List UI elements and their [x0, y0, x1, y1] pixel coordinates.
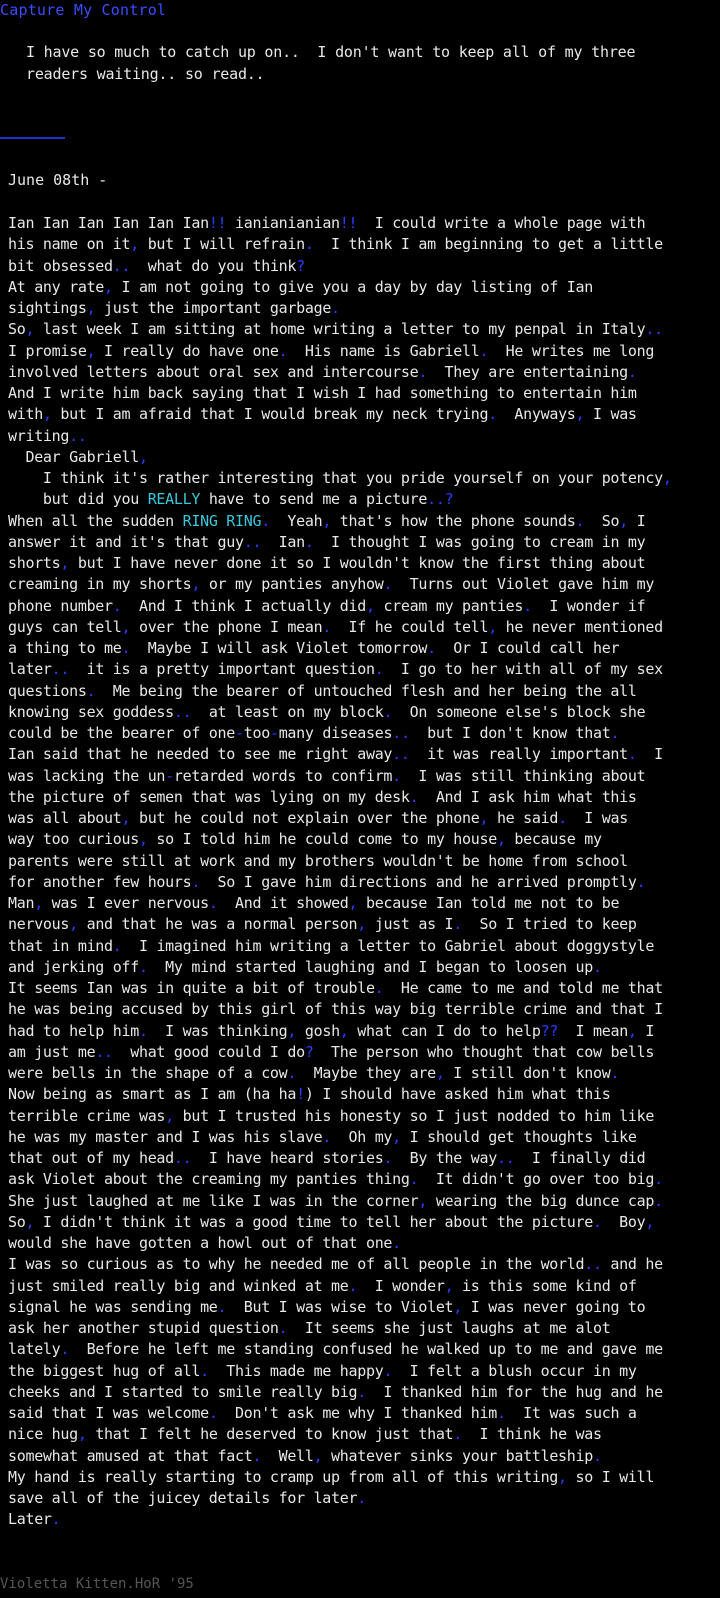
entry-line: bit obsessed.. what do you think? — [8, 256, 305, 275]
entry-line: And I write him back saying that I wish I had something to entertain him — [8, 384, 637, 402]
entry-line: that in mind. I imagined him writing a letter to Gabriel about doggystyle — [8, 936, 655, 955]
entry-line: creaming in my shorts, or my panties anyhow. Turns out Violet gave him my — [8, 575, 655, 594]
entry-line: She just laughed at me like I was in the corner, wearing the big dunce cap. — [8, 1191, 663, 1210]
entry-line: shorts, but I have never done it so I wouldn't know the first thing about — [8, 554, 646, 572]
entry-line: phone number. And I think I actually did, cream my panties. I wonder if — [8, 596, 646, 615]
entry-line: was all about, but he could not explain over the phone, he said. I was — [8, 809, 628, 827]
entry-line: just smiled really big and winked at me. I wonder, is this some kind of — [8, 1276, 637, 1295]
entry-line: It seems Ian was in quite a bit of trouble. He came to me and told me that — [8, 979, 663, 997]
entry-line: a thing to me. Maybe I will ask Violet tomorrow. Or I could call her — [8, 639, 620, 657]
entry-line: ask Violet about the creaming my panties thing. It didn't go over too big. — [8, 1170, 663, 1189]
entry-line: with, but I am afraid that I would break my neck trying. Anyways, I was — [8, 405, 637, 424]
entry-line: save all of the juicey details for later. — [8, 1489, 366, 1507]
entry-line: So, I didn't think it was a good time to tell her about the picture. Boy, — [8, 1212, 655, 1231]
entry-line: Ian said that he needed to see me right away.. it was really important. I — [8, 745, 663, 764]
entry-line: lately. Before he left me standing confused he walked up to me and gave me — [8, 1340, 663, 1359]
entry-line: Later. — [8, 1510, 61, 1529]
entry-line: My hand is really starting to cramp up from all of this writing, so I will — [8, 1467, 655, 1486]
entry-line: answer it and it's that guy.. Ian. I thought I was going to cream in my — [8, 532, 646, 551]
entry-line: for another few hours. So I gave him directions and he arrived promptly. — [8, 872, 646, 891]
entry-line: he was being accused by this girl of this way big terrible crime and that I — [8, 1000, 663, 1019]
entry-line: were bells in the shape of a cow. Maybe they are, I still don't know. — [8, 1064, 620, 1082]
divider-line — [0, 137, 65, 139]
entry-line: So, last week I am sitting at home writing a letter to my penpal in Italy.. — [8, 320, 663, 339]
entry-line: parents were still at work and my brothers wouldn't be home from school — [8, 851, 628, 870]
entry-line: his name on it, but I will refrain. I think I am beginning to get a little — [8, 235, 663, 254]
entry-line: later.. it is a pretty important question. I go to her with all of my sex — [8, 660, 663, 679]
entry-line: am just me.. what good could I do? The person who thought that cow bells — [8, 1042, 655, 1061]
entry-line: that out of my head.. I have heard stories. By the way.. I finally did — [8, 1149, 646, 1167]
entry-line: had to help him. I was thinking, gosh, what can I do to help?? I mean, I — [8, 1021, 655, 1040]
entry-line: I promise, I really do have one. His name is Gabriell. He writes me long — [8, 341, 655, 360]
entry-line: At any rate, I am not going to give you a day by day listing of Ian — [8, 277, 593, 296]
entry-line: sightings, just the important garbage. — [8, 299, 340, 317]
entry-line: I think it's rather interesting that you pride yourself on your potency, — [8, 469, 672, 487]
entry-line: When all the sudden RING RING. Yeah, that's how the phone sounds. So, I — [8, 511, 646, 530]
entry-line: involved letters about oral sex and intercourse. They are entertaining. — [8, 362, 637, 381]
entry-line: somewhat amused at that fact. Well, whatever sinks your battleship. — [8, 1446, 602, 1465]
entry-line: questions. Me being the bearer of untouched flesh and her being the all — [8, 681, 637, 700]
entry-line: guys can tell, over the phone I mean. If he could tell, he never mentioned — [8, 617, 663, 636]
entry-line: he was my master and I was his slave. Oh my, I should get thoughts like — [8, 1127, 637, 1146]
entry-line: but did you REALLY have to send me a picture..? — [8, 490, 454, 509]
footer-signature: Violetta Kitten.HoR '95 — [0, 1576, 194, 1592]
entry-line: way too curious, so I told him he could come to my house, because my — [8, 830, 602, 849]
entry-body — [8, 213, 718, 1531]
entry-line: Ian Ian Ian Ian Ian Ian!! ianianianian!! I could write a whole page with — [8, 214, 646, 232]
entry-line: the picture of semen that was lying on my desk. And I ask him what this — [8, 787, 637, 806]
entry-line: the biggest hug of all. This made me happy. I felt a blush occur in my — [8, 1361, 637, 1380]
entry-date: June 08th - — [8, 171, 108, 189]
entry-line: writing.. — [8, 426, 87, 445]
entry-line: said that I was welcome. Don't ask me why I thanked him. It was such a — [8, 1404, 637, 1422]
entry-line: nervous, and that he was a normal person, just as I. So I tried to keep — [8, 915, 637, 934]
entry-line: could be the bearer of one-too-many diseases.. but I don't know that. — [8, 724, 620, 742]
entry-line: nice hug, that I felt he deserved to know just that. I think he was — [8, 1425, 602, 1444]
entry-line: ask her another stupid question. It seems she just laughs at me alot — [8, 1319, 611, 1337]
entry-line: signal he was sending me. But I was wise to Violet, I was never going to — [8, 1297, 646, 1316]
entry-line: cheeks and I started to smile really big. I thanked him for the hug and he — [8, 1382, 663, 1401]
entry-line: knowing sex goddess.. at least on my block. On someone else's block she — [8, 702, 646, 721]
entry-line: Now being as smart as I am (ha ha!) I should have asked him what this — [8, 1085, 611, 1104]
entry-line: would she have gotten a howl out of that one. — [8, 1234, 401, 1252]
entry-line: Dear Gabriell, — [8, 447, 148, 466]
entry-line: I was so curious as to why he needed me of all people in the world.. and he — [8, 1255, 663, 1274]
entry-line: terrible crime was, but I trusted his honesty so I just nodded to him like — [8, 1106, 655, 1125]
page-title: Capture My Control — [0, 1, 167, 19]
entry-line: and jerking off. My mind started laughing and I began to loosen up. — [8, 957, 602, 976]
intro-paragraph: I have so much to catch up on.. I don't want to keep all of my three readers waiting.. so read.. — [26, 43, 636, 83]
entry-line: Man, was I ever nervous. And it showed, because Ian told me not to be — [8, 894, 620, 912]
entry-line: was lacking the un-retarded words to confirm. I was still thinking about — [8, 766, 646, 785]
